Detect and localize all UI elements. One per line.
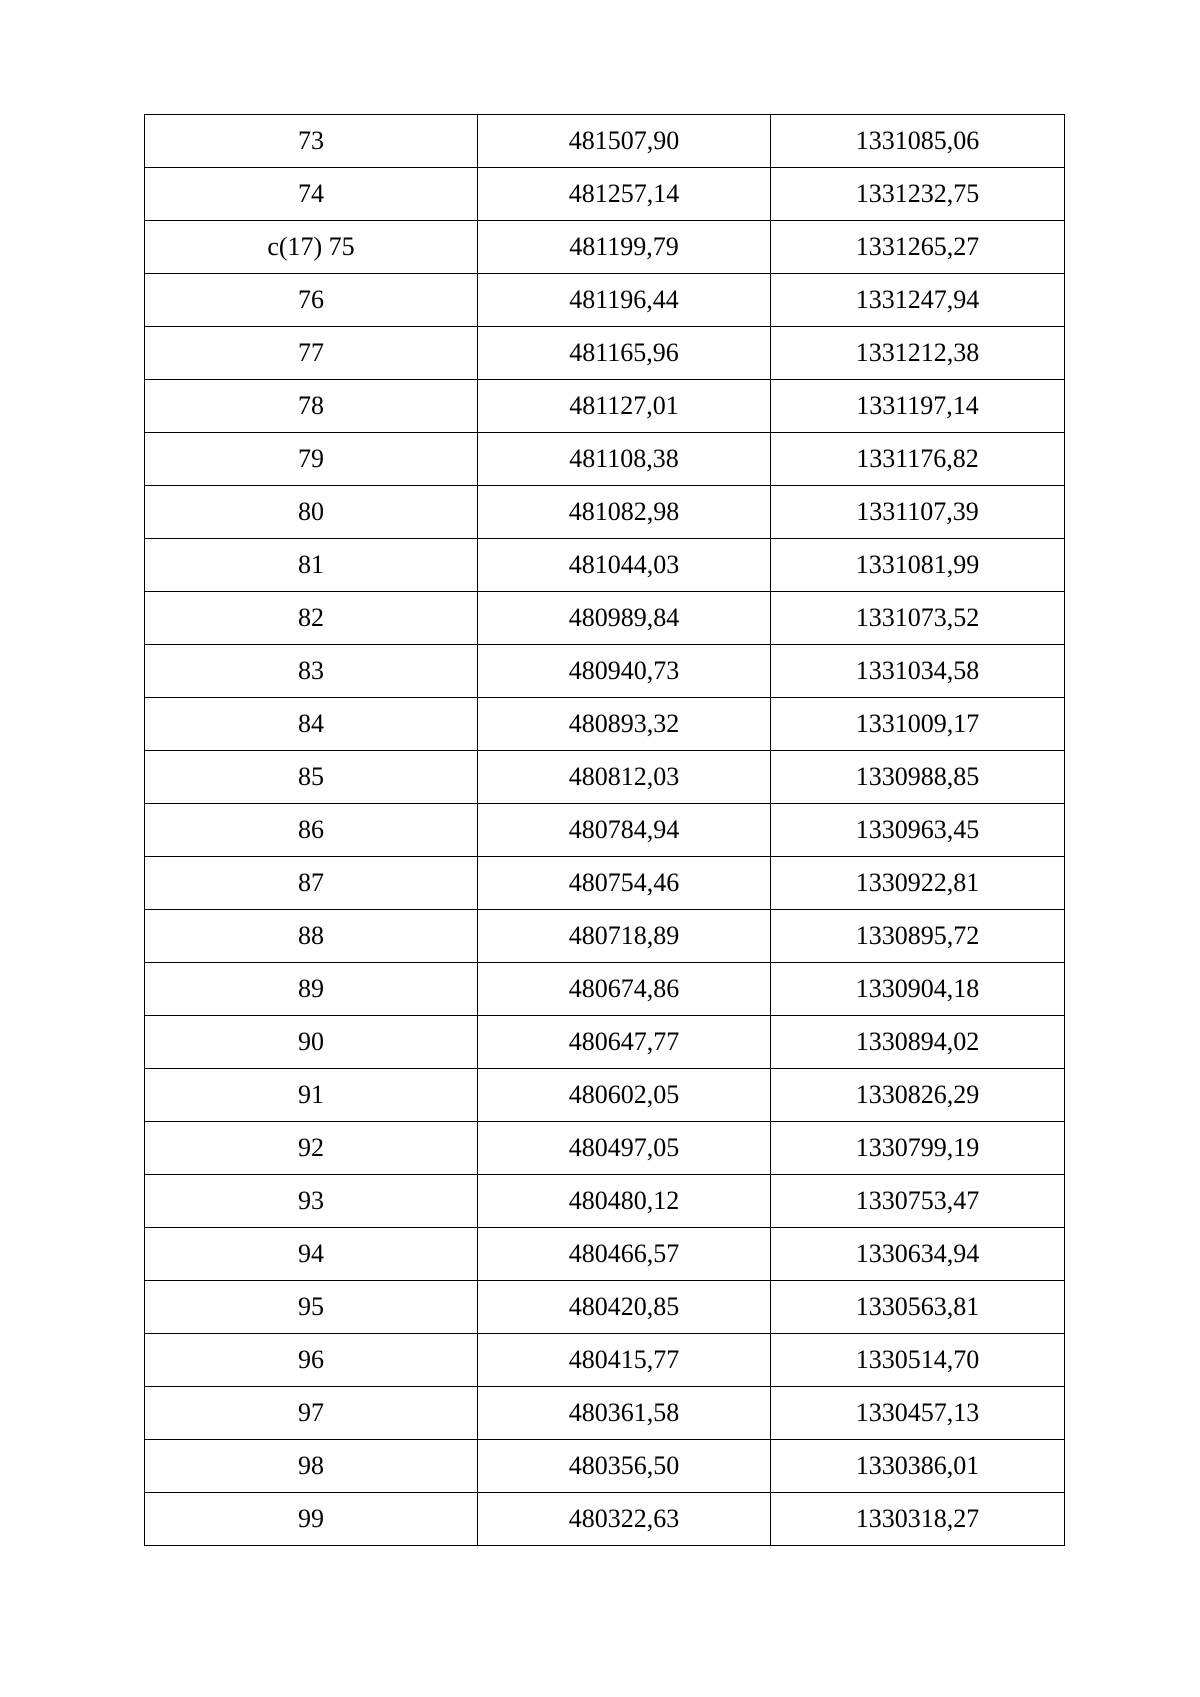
table-row <box>145 910 1065 963</box>
y-coordinate-cell: 1330988,85 <box>771 751 1065 804</box>
x-coordinate-cell: 480893,32 <box>478 698 771 751</box>
x-coordinate-cell: 480497,05 <box>478 1122 771 1175</box>
point-number-cell: 77 <box>145 327 478 380</box>
table-row <box>145 1440 1065 1493</box>
y-coordinate-cell: 1330318,27 <box>771 1493 1065 1546</box>
point-number-cell: 96 <box>145 1334 478 1387</box>
y-coordinate-cell: 1330753,47 <box>771 1175 1065 1228</box>
table-row <box>145 1334 1065 1387</box>
x-coordinate-cell: 481199,79 <box>478 221 771 274</box>
x-coordinate-cell: 480361,58 <box>478 1387 771 1440</box>
x-coordinate-cell: 481127,01 <box>478 380 771 433</box>
y-coordinate-cell: 1331197,14 <box>771 380 1065 433</box>
y-coordinate-cell: 1331176,82 <box>771 433 1065 486</box>
table-row <box>145 168 1065 221</box>
y-coordinate-cell: 1330894,02 <box>771 1016 1065 1069</box>
table-row <box>145 327 1065 380</box>
table-row <box>145 433 1065 486</box>
point-number-cell: 90 <box>145 1016 478 1069</box>
table-row <box>145 539 1065 592</box>
y-coordinate-cell: 1331265,27 <box>771 221 1065 274</box>
table-row <box>145 1069 1065 1122</box>
point-number-cell: 92 <box>145 1122 478 1175</box>
x-coordinate-cell: 480322,63 <box>478 1493 771 1546</box>
point-number-cell: 81 <box>145 539 478 592</box>
x-coordinate-cell: 480602,05 <box>478 1069 771 1122</box>
table-row <box>145 1175 1065 1228</box>
point-number-cell: 73 <box>145 115 478 168</box>
point-number-cell: 78 <box>145 380 478 433</box>
x-coordinate-cell: 480718,89 <box>478 910 771 963</box>
table-row <box>145 115 1065 168</box>
point-number-cell: 87 <box>145 857 478 910</box>
y-coordinate-cell: 1330922,81 <box>771 857 1065 910</box>
x-coordinate-cell: 480812,03 <box>478 751 771 804</box>
point-number-cell: 84 <box>145 698 478 751</box>
y-coordinate-cell: 1331247,94 <box>771 274 1065 327</box>
x-coordinate-cell: 480989,84 <box>478 592 771 645</box>
point-number-cell: c(17) 75 <box>145 221 478 274</box>
y-coordinate-cell: 1330457,13 <box>771 1387 1065 1440</box>
y-coordinate-cell: 1330634,94 <box>771 1228 1065 1281</box>
y-coordinate-cell: 1331009,17 <box>771 698 1065 751</box>
point-number-cell: 74 <box>145 168 478 221</box>
y-coordinate-cell: 1330514,70 <box>771 1334 1065 1387</box>
table-row <box>145 380 1065 433</box>
y-coordinate-cell: 1330563,81 <box>771 1281 1065 1334</box>
y-coordinate-cell: 1331212,38 <box>771 327 1065 380</box>
point-number-cell: 89 <box>145 963 478 1016</box>
y-coordinate-cell: 1330826,29 <box>771 1069 1065 1122</box>
x-coordinate-cell: 480940,73 <box>478 645 771 698</box>
point-number-cell: 99 <box>145 1493 478 1546</box>
x-coordinate-cell: 481507,90 <box>478 115 771 168</box>
x-coordinate-cell: 481044,03 <box>478 539 771 592</box>
table-row <box>145 1228 1065 1281</box>
point-number-cell: 76 <box>145 274 478 327</box>
point-number-cell: 86 <box>145 804 478 857</box>
table-row <box>145 698 1065 751</box>
table-row <box>145 592 1065 645</box>
point-number-cell: 80 <box>145 486 478 539</box>
table-row <box>145 963 1065 1016</box>
table-row <box>145 751 1065 804</box>
coordinates-table-body <box>145 115 1065 1546</box>
y-coordinate-cell: 1331081,99 <box>771 539 1065 592</box>
x-coordinate-cell: 480415,77 <box>478 1334 771 1387</box>
table-row <box>145 1387 1065 1440</box>
x-coordinate-cell: 480420,85 <box>478 1281 771 1334</box>
y-coordinate-cell: 1331107,39 <box>771 486 1065 539</box>
table-row <box>145 1016 1065 1069</box>
x-coordinate-cell: 481196,44 <box>478 274 771 327</box>
y-coordinate-cell: 1330799,19 <box>771 1122 1065 1175</box>
x-coordinate-cell: 481082,98 <box>478 486 771 539</box>
y-coordinate-cell: 1331232,75 <box>771 168 1065 221</box>
x-coordinate-cell: 480356,50 <box>478 1440 771 1493</box>
table-row <box>145 1122 1065 1175</box>
x-coordinate-cell: 481257,14 <box>478 168 771 221</box>
table-row <box>145 1281 1065 1334</box>
y-coordinate-cell: 1331073,52 <box>771 592 1065 645</box>
point-number-cell: 95 <box>145 1281 478 1334</box>
point-number-cell: 79 <box>145 433 478 486</box>
table-row <box>145 486 1065 539</box>
y-coordinate-cell: 1331034,58 <box>771 645 1065 698</box>
x-coordinate-cell: 481108,38 <box>478 433 771 486</box>
point-number-cell: 93 <box>145 1175 478 1228</box>
point-number-cell: 91 <box>145 1069 478 1122</box>
point-number-cell: 88 <box>145 910 478 963</box>
x-coordinate-cell: 480784,94 <box>478 804 771 857</box>
table-row <box>145 645 1065 698</box>
y-coordinate-cell: 1331085,06 <box>771 115 1065 168</box>
table-row <box>145 221 1065 274</box>
table-row <box>145 274 1065 327</box>
point-number-cell: 97 <box>145 1387 478 1440</box>
y-coordinate-cell: 1330386,01 <box>771 1440 1065 1493</box>
y-coordinate-cell: 1330963,45 <box>771 804 1065 857</box>
point-number-cell: 94 <box>145 1228 478 1281</box>
x-coordinate-cell: 480754,46 <box>478 857 771 910</box>
y-coordinate-cell: 1330895,72 <box>771 910 1065 963</box>
point-number-cell: 98 <box>145 1440 478 1493</box>
y-coordinate-cell: 1330904,18 <box>771 963 1065 1016</box>
x-coordinate-cell: 480647,77 <box>478 1016 771 1069</box>
x-coordinate-cell: 480674,86 <box>478 963 771 1016</box>
table-row <box>145 857 1065 910</box>
point-number-cell: 82 <box>145 592 478 645</box>
x-coordinate-cell: 480466,57 <box>478 1228 771 1281</box>
point-number-cell: 85 <box>145 751 478 804</box>
table-row <box>145 804 1065 857</box>
x-coordinate-cell: 480480,12 <box>478 1175 771 1228</box>
coordinates-table <box>144 114 1065 1546</box>
x-coordinate-cell: 481165,96 <box>478 327 771 380</box>
point-number-cell: 83 <box>145 645 478 698</box>
table-row <box>145 1493 1065 1546</box>
